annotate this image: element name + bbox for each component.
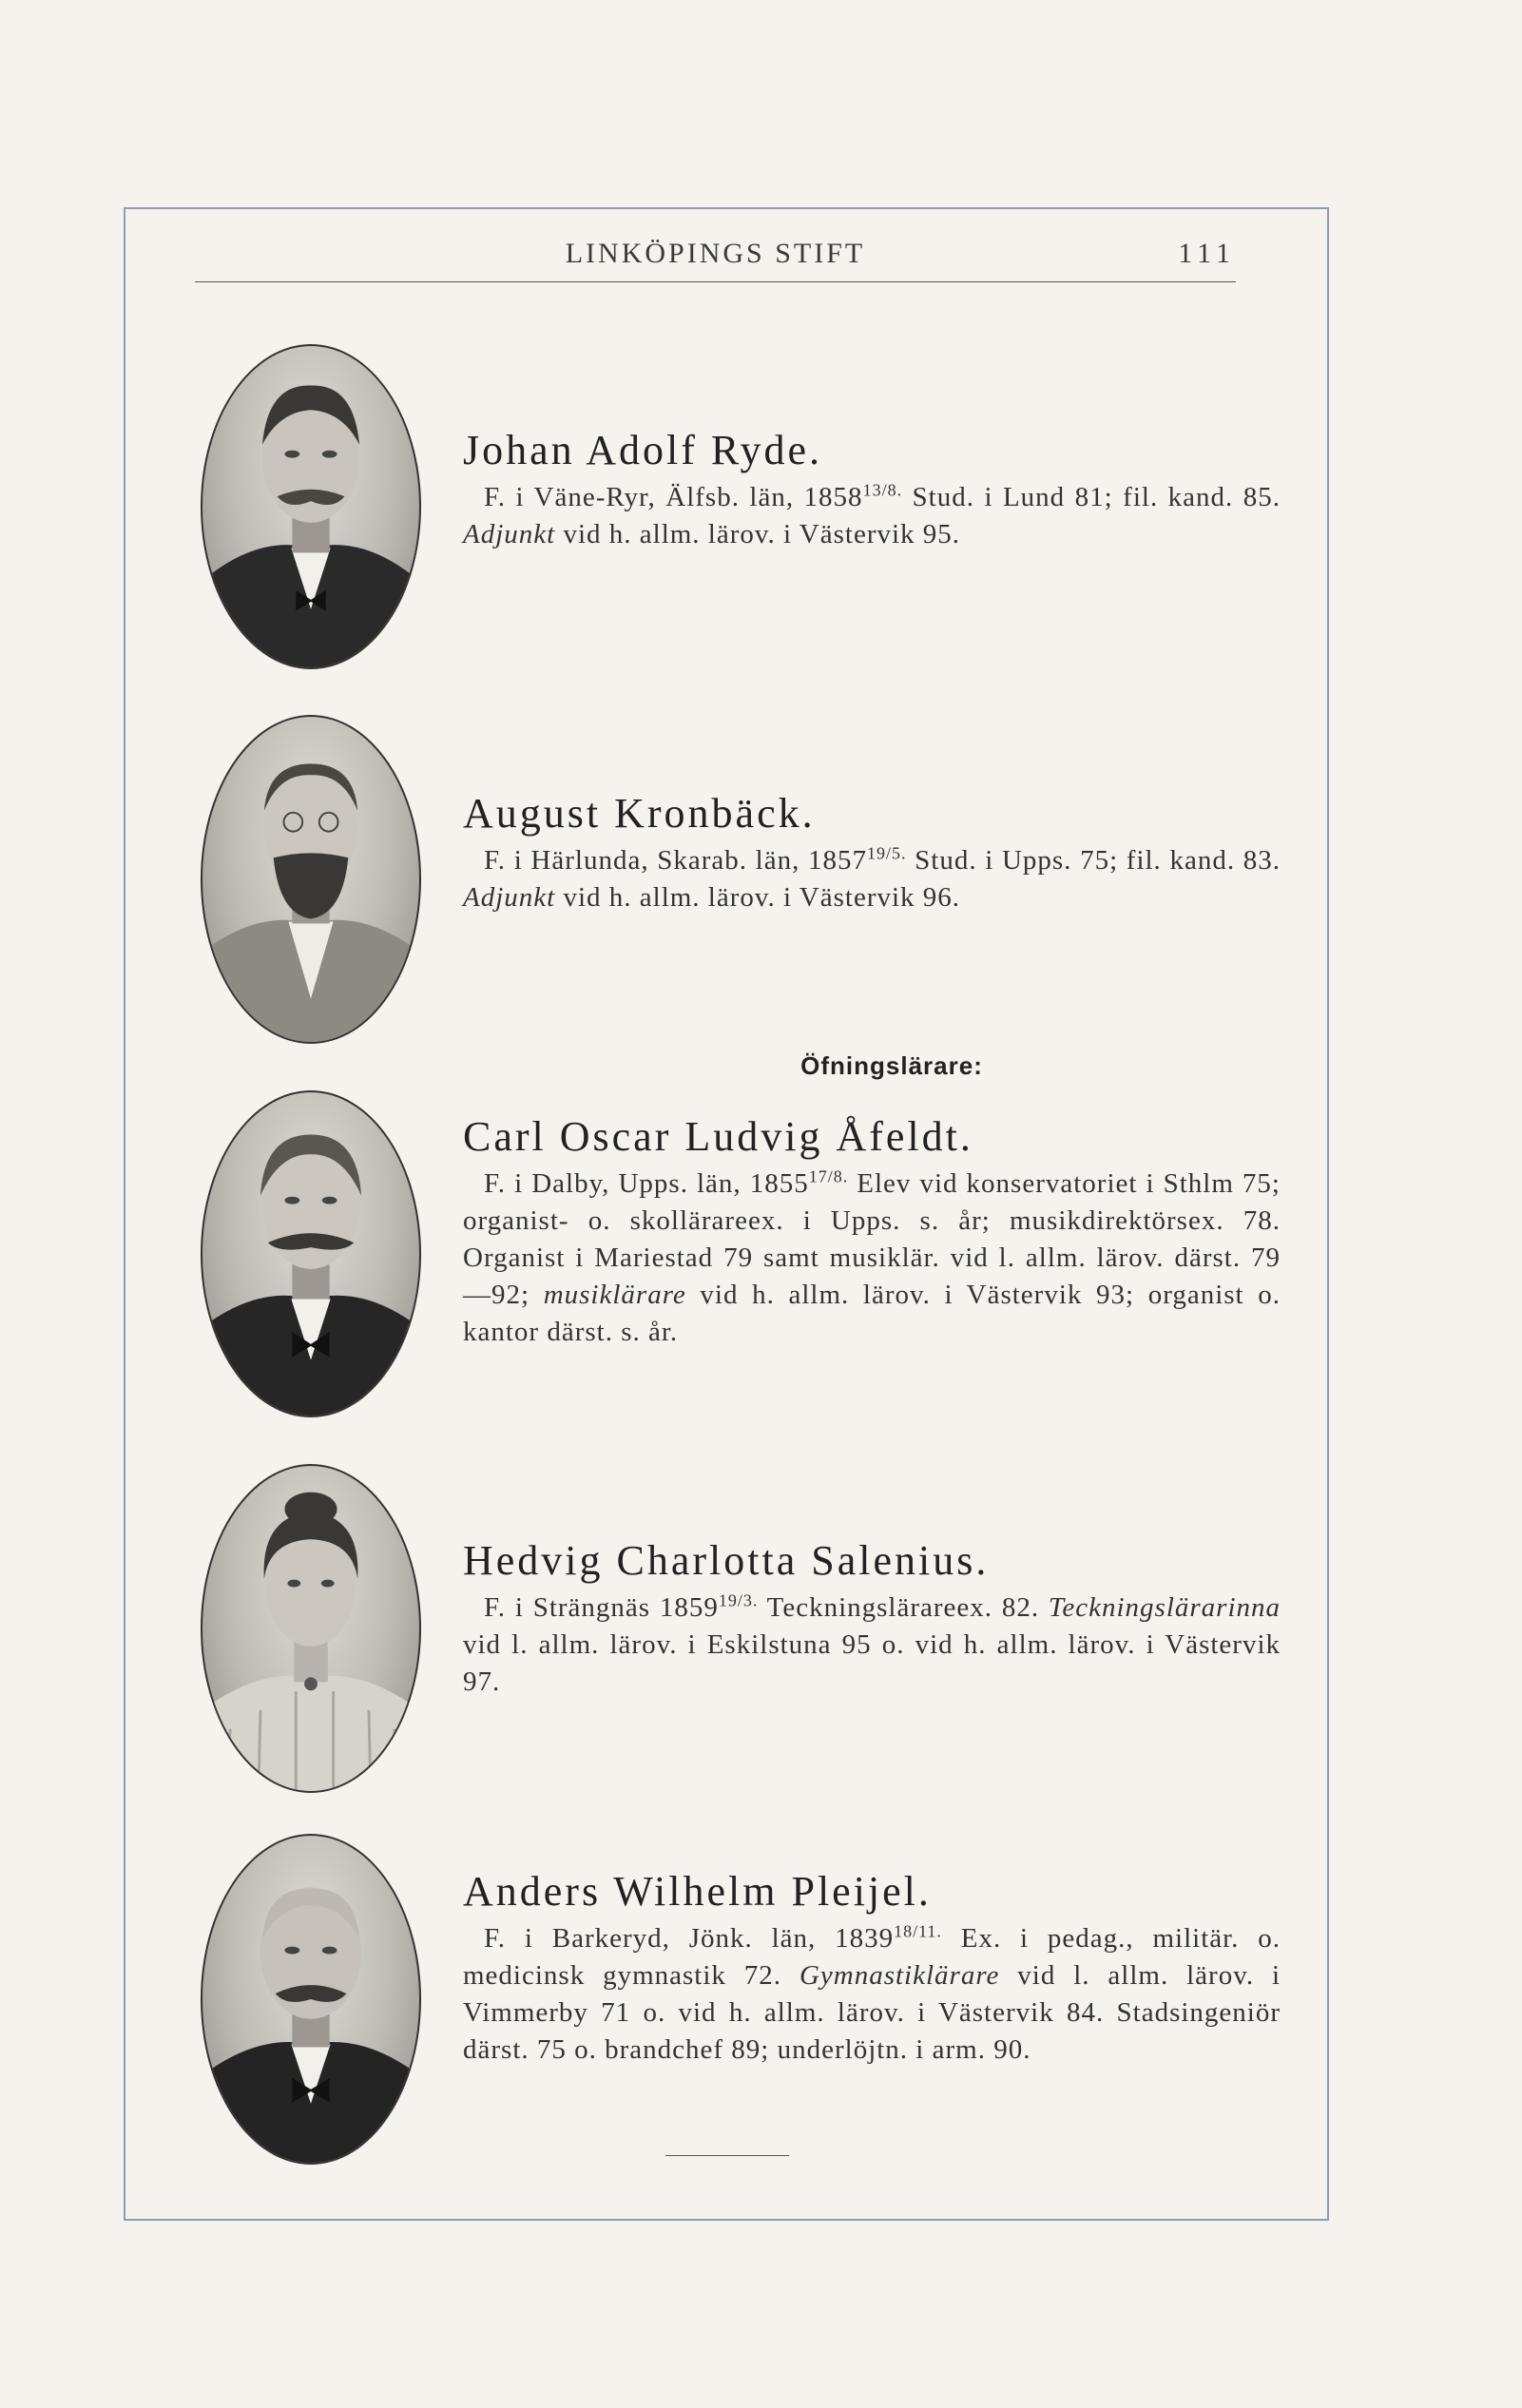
person-bio <box>463 842 1281 916</box>
person-bio <box>463 1589 1281 1701</box>
entry-afeldt <box>463 1112 1281 1351</box>
person-bio <box>463 479 1281 553</box>
bio-text: F. i Dalby, Upps. län, 1855 <box>484 1168 809 1199</box>
person-name: Carl Oscar Ludvig Åfeldt. <box>463 1113 973 1160</box>
portrait-pleijel <box>201 1834 421 2165</box>
bio-text: Elev vid konservatoriet i Sthlm 75; organist- o. skollärareex. i Upps. s. år; musikdirektörsex. 78. Organist i Mariestad 79 samt musiklär. vid l. allm. lärov. därst. 79—92; <box>463 1168 1281 1310</box>
birth-date-fraction: 19/5. <box>866 843 907 863</box>
section-heading: Öfningslärare: <box>800 1051 983 1080</box>
birth-date-fraction: 17/8. <box>808 1166 849 1186</box>
bio-text: Ex. i pedag., militär. o. medicinsk gymnastik 72. <box>463 1923 1281 1991</box>
portrait-afeldt <box>201 1090 421 1417</box>
bio-text: vid h. allm. lärov. i Västervik 95. <box>555 519 961 549</box>
bio-text: F. i Strängnäs 1859 <box>484 1592 719 1623</box>
page-number: 111 <box>1178 238 1236 269</box>
person-name: August Kronbäck. <box>463 790 816 837</box>
bio-text: vid h. allm. lärov. i Västervik 96. <box>555 882 961 913</box>
person-bio <box>463 1920 1281 2069</box>
birth-date-fraction: 18/11. <box>894 1921 942 1941</box>
entry-kronback <box>463 789 1281 916</box>
entry-ryde <box>463 426 1281 553</box>
birth-date-fraction: 13/8. <box>862 480 903 500</box>
bio-text: Stud. i Upps. 75; fil. kand. 83. <box>906 845 1281 876</box>
entry-pleijel <box>463 1867 1281 2069</box>
bio-text: vid h. allm. lärov. i Västervik 93; organist o. kantor därst. s. år. <box>463 1280 1281 1347</box>
portrait-salenius <box>201 1464 421 1793</box>
bio-text: Teckningslärareex. 82. <box>758 1592 1049 1623</box>
person-name: Hedvig Charlotta Salenius. <box>463 1537 990 1584</box>
footer-rule <box>665 2155 789 2156</box>
position-title: Gymnastiklärare <box>799 1960 1000 1991</box>
birth-date-fraction: 19/3. <box>718 1590 759 1610</box>
person-bio <box>463 1165 1281 1351</box>
bio-text: F. i Väne-Ryr, Älfsb. län, 1858 <box>484 482 863 512</box>
position-title: Adjunkt <box>463 519 556 549</box>
person-name: Anders Wilhelm Pleijel. <box>463 1868 932 1915</box>
running-header <box>195 234 1236 282</box>
bio-text: Stud. i Lund 81; fil. kand. 85. <box>902 482 1281 512</box>
portrait-kronback <box>201 715 421 1044</box>
bio-text: vid l. allm. lärov. i Eskilstuna 95 o. vid h. allm. lärov. i Västervik 97. <box>463 1629 1281 1697</box>
entry-salenius <box>463 1536 1281 1701</box>
position-title: Adjunkt <box>463 882 556 913</box>
bio-text: vid l. allm. lärov. i Vimmerby 71 o. vid h. allm. lärov. i Västervik 84. Stadsingeniör därst. 75 o. brandchef 89; underlöjtn. i arm. 90. <box>463 1960 1281 2065</box>
header-title: LINKÖPINGS STIFT <box>565 238 866 269</box>
bio-text: F. i Barkeryd, Jönk. län, 1839 <box>484 1923 895 1954</box>
position-title: Teckningslärarinna <box>1048 1592 1281 1623</box>
position-title: musiklärare <box>543 1280 686 1310</box>
person-name: Johan Adolf Ryde. <box>463 427 822 473</box>
bio-text: F. i Härlunda, Skarab. län, 1857 <box>484 845 867 876</box>
portrait-ryde <box>201 344 421 669</box>
